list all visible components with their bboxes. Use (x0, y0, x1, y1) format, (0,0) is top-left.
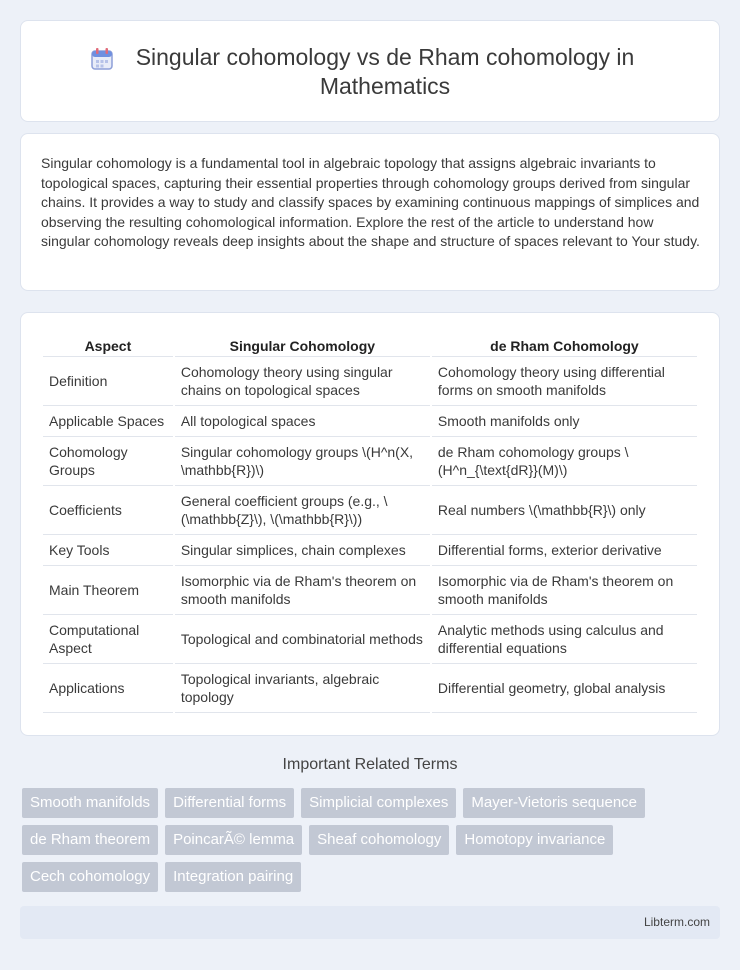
tag-sheaf-cohomology[interactable]: Sheaf cohomology (309, 825, 449, 855)
tag-differential-forms[interactable]: Differential forms (165, 788, 294, 818)
table-cell: Differential forms, exterior derivative (432, 535, 697, 566)
table-cell: Topological and combinatorial methods (175, 615, 430, 664)
table-cell: Coefficients (43, 486, 173, 535)
intro-card (20, 133, 720, 291)
table-cell: Key Tools (43, 535, 173, 566)
table-cell: Applications (43, 664, 173, 713)
tag-cech-cohomology[interactable]: Cech cohomology (22, 862, 158, 892)
footer (20, 906, 720, 939)
table-cell: Differential geometry, global analysis (432, 664, 697, 713)
tag-mayer-vietoris-sequence[interactable]: Mayer-Vietoris sequence (463, 788, 645, 818)
tag-simplicial-complexes[interactable]: Simplicial complexes (301, 788, 456, 818)
table-cell: General coefficient groups (e.g., \(\mathbb{Z}\), \(\mathbb{R}\)) (175, 486, 430, 535)
table-row (43, 486, 697, 535)
tag-smooth-manifolds[interactable]: Smooth manifolds (22, 788, 158, 818)
table-row (43, 357, 697, 406)
tag-poincare-lemma[interactable]: PoincarÃ© lemma (165, 825, 302, 855)
table-cell: Applicable Spaces (43, 406, 173, 437)
table-row (43, 437, 697, 486)
related-terms-list (22, 788, 722, 899)
comparison-table-card (20, 312, 720, 736)
table-row (43, 566, 697, 615)
comparison-table (41, 331, 699, 713)
table-cell: Isomorphic via de Rham's theorem on smooth manifolds (432, 566, 697, 615)
table-row (43, 615, 697, 664)
tag-integration-pairing[interactable]: Integration pairing (165, 862, 301, 892)
table-header-row (43, 331, 697, 357)
table-cell: Computational Aspect (43, 615, 173, 664)
page-title: Singular cohomology vs de Rham cohomology in Mathematics (135, 44, 635, 99)
table-cell: Main Theorem (43, 566, 173, 615)
table-cell: Analytic methods using calculus and differential equations (432, 615, 697, 664)
intro-paragraph: Singular cohomology is a fundamental tool in algebraic topology that assigns algebraic invariants to topological spaces, capturing their essential properties through cohomology groups derived from singular chains. It provides a way to study and classify spaces by examining continuous mappings of simplices and observing the resulting cohomological information. Explore the rest of the article to understand how singular cohomology reveals deep insights about the shape and structure of spaces relevant to Your study. (41, 155, 700, 249)
table-cell: Isomorphic via de Rham's theorem on smooth manifolds (175, 566, 430, 615)
table-cell: Singular simplices, chain complexes (175, 535, 430, 566)
table-cell: Cohomology theory using differential forms on smooth manifolds (432, 357, 697, 406)
table-cell: Cohomology Groups (43, 437, 173, 486)
table-row (43, 664, 697, 713)
table-cell: de Rham cohomology groups \(H^n_{\text{dR}}(M)\) (432, 437, 697, 486)
table-row (43, 535, 697, 566)
table-cell: Topological invariants, algebraic topology (175, 664, 430, 713)
footer-site-link[interactable]: Libterm.com (643, 915, 710, 929)
tag-homotopy-invariance[interactable]: Homotopy invariance (456, 825, 613, 855)
related-terms-heading: Important Related Terms (282, 756, 458, 773)
header-derham: de Rham Cohomology (432, 331, 697, 357)
title-card (20, 20, 720, 122)
table-cell: Smooth manifolds only (432, 406, 697, 437)
header-aspect: Aspect (43, 331, 173, 357)
table-cell: Cohomology theory using singular chains on topological spaces (175, 357, 430, 406)
table-row (43, 406, 697, 437)
table-cell: All topological spaces (175, 406, 430, 437)
table-cell: Real numbers \(\mathbb{R}\) only (432, 486, 697, 535)
table-cell: Definition (43, 357, 173, 406)
tag-de-rham-theorem[interactable]: de Rham theorem (22, 825, 158, 855)
header-singular: Singular Cohomology (175, 331, 430, 357)
table-cell: Singular cohomology groups \(H^n(X, \mathbb{R})\) (175, 437, 430, 486)
